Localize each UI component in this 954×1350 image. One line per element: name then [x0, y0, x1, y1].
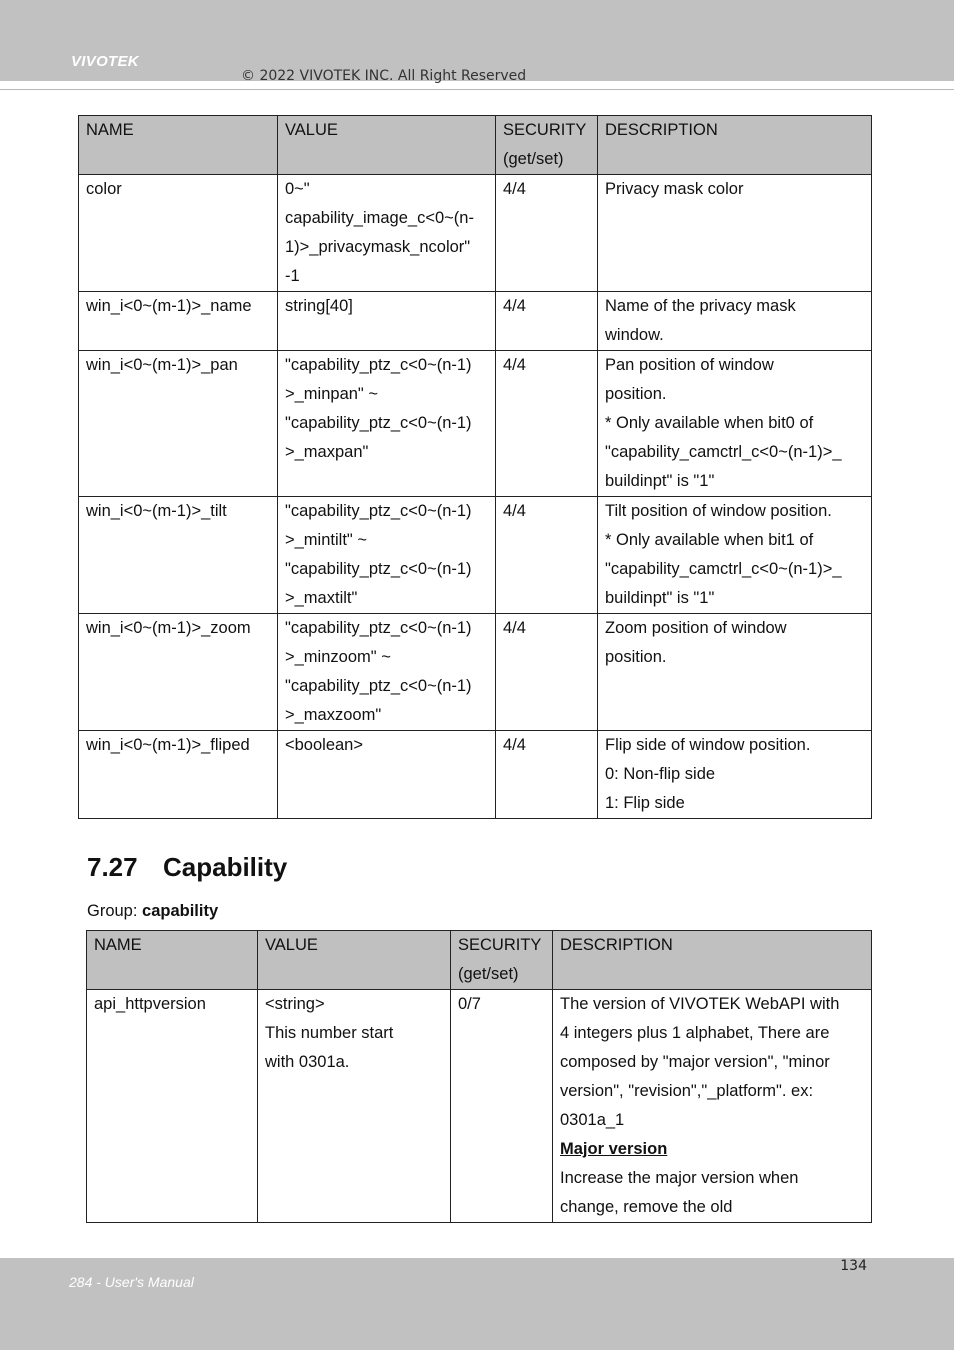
column-header-description: DESCRIPTION: [598, 116, 872, 175]
param-name: win_i<0~(m-1)>_pan: [79, 351, 278, 497]
param-description: Pan position of window position. * Only available when bit0 of "capability_camctrl_c<0~(n-1)>_ buildinpt" is "1": [598, 351, 872, 497]
param-name: color: [79, 175, 278, 292]
manual-page-label: 284 - User's Manual: [69, 1274, 194, 1290]
param-name: win_i<0~(m-1)>_name: [79, 292, 278, 351]
param-value: "capability_ptz_c<0~(n-1) >_mintilt" ~ "capability_ptz_c<0~(n-1) >_maxtilt": [278, 497, 496, 614]
param-name: api_httpversion: [87, 990, 258, 1223]
table-row: [79, 614, 872, 731]
header-divider: [0, 89, 954, 90]
param-description: Tilt position of window position. * Only available when bit1 of "capability_camctrl_c<0~(n-1)>_ buildinpt" is "1": [598, 497, 872, 614]
param-description: The version of VIVOTEK WebAPI with 4 integers plus 1 alphabet, There are composed by "major version", "minor version", "revision","_platform". ex: 0301a_1: [560, 995, 840, 1129]
table-row: [79, 351, 872, 497]
param-value: 0~" capability_image_c<0~(n- 1)>_privacymask_ncolor" -1: [278, 175, 496, 292]
parameter-table-capability: [86, 930, 872, 1223]
group-line: [87, 902, 218, 921]
param-security: 4/4: [496, 614, 598, 731]
table-header-row: [79, 116, 872, 175]
group-label: Group:: [87, 902, 143, 920]
section-heading: [87, 852, 287, 883]
section-number: 7.27: [87, 852, 138, 882]
param-description: Flip side of window position. 0: Non-flip side 1: Flip side: [598, 731, 872, 819]
copyright-text: © 2022 VIVOTEK INC. All Right Reserved: [241, 68, 527, 84]
param-value: "capability_ptz_c<0~(n-1) >_minpan" ~ "capability_ptz_c<0~(n-1) >_maxpan": [278, 351, 496, 497]
table-header-row: [87, 931, 872, 990]
table-row: [79, 731, 872, 819]
param-description: Privacy mask color: [598, 175, 872, 292]
param-value: string[40]: [278, 292, 496, 351]
column-header-security: SECURITY (get/set): [496, 116, 598, 175]
parameter-table-privacymask: [78, 115, 872, 819]
column-header-security: SECURITY (get/set): [451, 931, 553, 990]
param-name: win_i<0~(m-1)>_tilt: [79, 497, 278, 614]
column-header-description: DESCRIPTION: [553, 931, 872, 990]
param-description: Zoom position of window position.: [598, 614, 872, 731]
param-security: 4/4: [496, 292, 598, 351]
param-value: "capability_ptz_c<0~(n-1) >_minzoom" ~ "capability_ptz_c<0~(n-1) >_maxzoom": [278, 614, 496, 731]
column-header-value: VALUE: [258, 931, 451, 990]
brand-logo: VIVOTEK: [71, 53, 139, 70]
table-row: [79, 497, 872, 614]
group-name: capability: [142, 902, 219, 920]
section-title: Capability: [163, 852, 288, 882]
column-header-name: NAME: [87, 931, 258, 990]
param-description-cell: [553, 990, 872, 1223]
param-security: 4/4: [496, 175, 598, 292]
description-subheading: Major version: [560, 1140, 668, 1158]
param-value: <string> This number start with 0301a.: [258, 990, 451, 1223]
table-row: [79, 292, 872, 351]
table-row: [79, 175, 872, 292]
column-header-value: VALUE: [278, 116, 496, 175]
param-security: 4/4: [496, 731, 598, 819]
page-number: 134: [840, 1258, 867, 1274]
param-name: win_i<0~(m-1)>_zoom: [79, 614, 278, 731]
param-security: 4/4: [496, 497, 598, 614]
param-name: win_i<0~(m-1)>_fliped: [79, 731, 278, 819]
param-description: Name of the privacy mask window.: [598, 292, 872, 351]
param-value: <boolean>: [278, 731, 496, 819]
column-header-name: NAME: [79, 116, 278, 175]
footer-band: [0, 1258, 954, 1350]
param-security: 4/4: [496, 351, 598, 497]
table-row: [87, 990, 872, 1223]
param-description-continued: Increase the major version when change, remove the old: [560, 1169, 799, 1216]
param-security: 0/7: [451, 990, 553, 1223]
